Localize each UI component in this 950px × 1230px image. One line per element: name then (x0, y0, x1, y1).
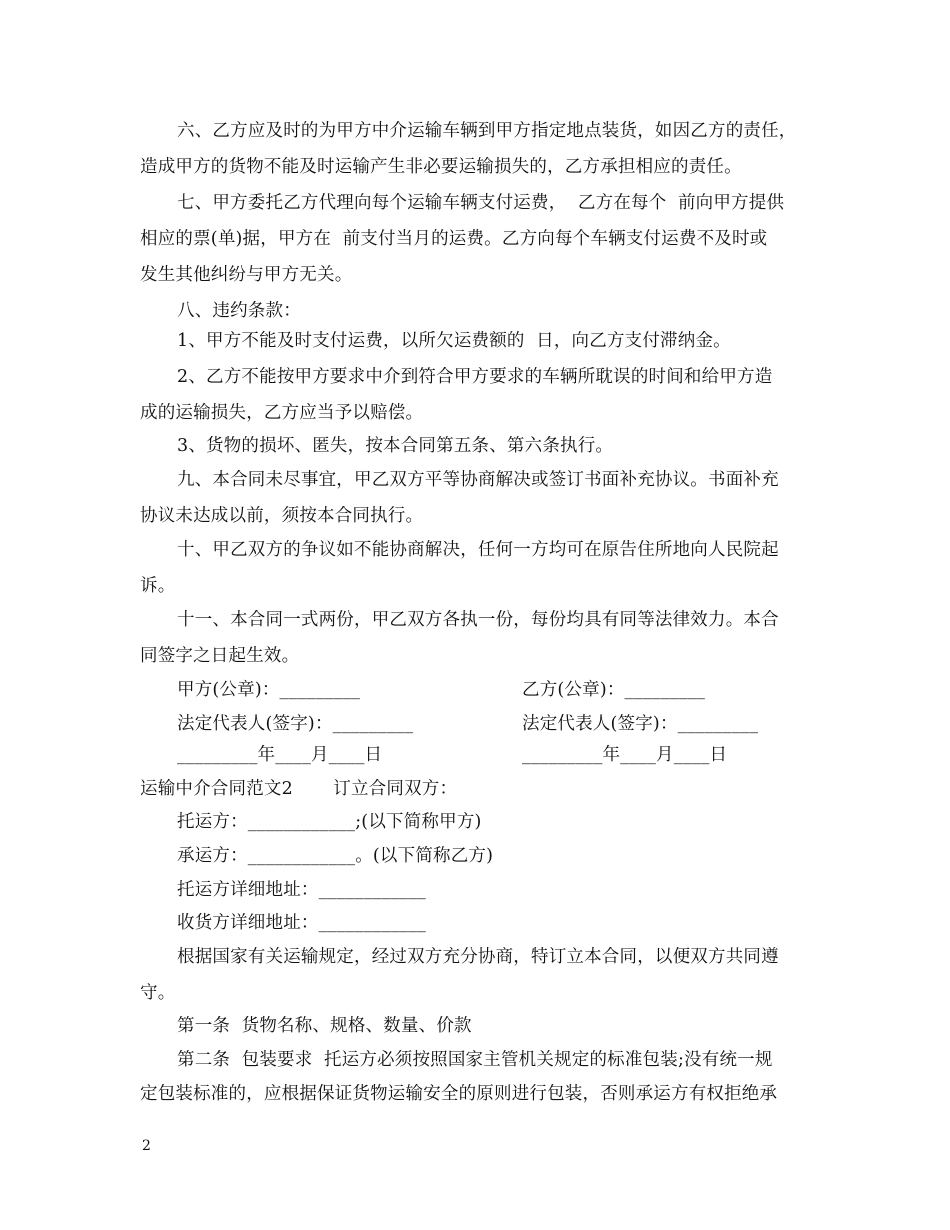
paragraph-line: 成的运输损失，乙方应当予以赔偿。 (140, 403, 424, 423)
paragraph-line: 2、乙方不能按甲方要求中介到符合甲方要求的车辆所耽误的时间和给甲方造 (177, 367, 773, 387)
paragraph-line: 托运方：____________;(以下简称甲方) (177, 812, 482, 832)
paragraph-line: 诉。 (140, 576, 176, 596)
paragraph-line: 十、甲乙双方的争议如不能协商解决，任何一方均可在原告住所地向人民院起 (177, 540, 779, 560)
party-b-date-field: _________年____月____日 (522, 745, 728, 765)
paragraph-line: 收货方详细地址：____________ (177, 913, 426, 933)
paragraph-line: 同签字之日起生效。 (140, 646, 300, 666)
paragraph-line: 根据国家有关运输规定，经过双方充分协商，特订立本合同，以便双方共同遵 (177, 947, 779, 967)
section-title: 运输中介合同范文2 订立合同双方： (140, 779, 458, 799)
paragraph-line: 七、甲方委托乙方代理向每个运输车辆支付运费， 乙方在每个 前向甲方提供 (177, 193, 785, 213)
page-number: 2 (142, 1138, 151, 1154)
paragraph-line: 托运方详细地址：____________ (177, 880, 426, 900)
paragraph-line: 3、货物的损坏、匿失，按本合同第五条、第六条执行。 (177, 436, 614, 456)
paragraph-line: 第一条 货物名称、规格、数量、价款 (177, 1016, 472, 1036)
party-a-seal-field: 甲方(公章)：_________ (177, 680, 361, 700)
paragraph-line: 定包装标准的，应根据保证货物运输安全的原则进行包装，否则承运方有权拒绝承 (140, 1084, 778, 1104)
paragraph-line: 十一、本合同一式两份，甲乙双方各执一份，每份均具有同等法律效力。本合 (177, 610, 779, 630)
paragraph-line: 发生其他纠纷与甲方无关。 (140, 265, 353, 285)
paragraph-line: 相应的票(单)据，甲方在 前支付当月的运费。乙方向每个车辆支付运费不及时或 (140, 229, 768, 249)
party-a-date-field: _________年____月____日 (177, 745, 383, 765)
paragraph-line: 六、乙方应及时的为甲方中介运输车辆到甲方指定地点装货，如因乙方的责任， (177, 121, 797, 141)
paragraph-line: 1、甲方不能及时支付运费，以所欠运费额的 日，向乙方支付滞纳金。 (177, 331, 731, 351)
paragraph-line: 第二条 包装要求 托运方必须按照国家主管机关规定的标准包装;没有统一规 (177, 1050, 773, 1070)
party-b-rep-field: 法定代表人(签字)：_________ (522, 714, 759, 734)
paragraph-line: 九、本合同未尽事宜，甲乙双方平等协商解决或签订书面补充协议。书面补充 (177, 470, 779, 490)
paragraph-line: 守。 (140, 983, 176, 1003)
paragraph-line: 协议未达成以前，须按本合同执行。 (140, 506, 424, 526)
paragraph-line: 造成甲方的货物不能及时运输产生非必要运输损失的，乙方承担相应的责任。 (140, 157, 742, 177)
party-a-rep-field: 法定代表人(签字)：_________ (177, 714, 414, 734)
party-b-seal-field: 乙方(公章)：_________ (522, 680, 706, 700)
paragraph-line: 承运方：____________。(以下简称乙方) (177, 846, 494, 866)
section-heading: 八、违约条款： (177, 301, 301, 321)
